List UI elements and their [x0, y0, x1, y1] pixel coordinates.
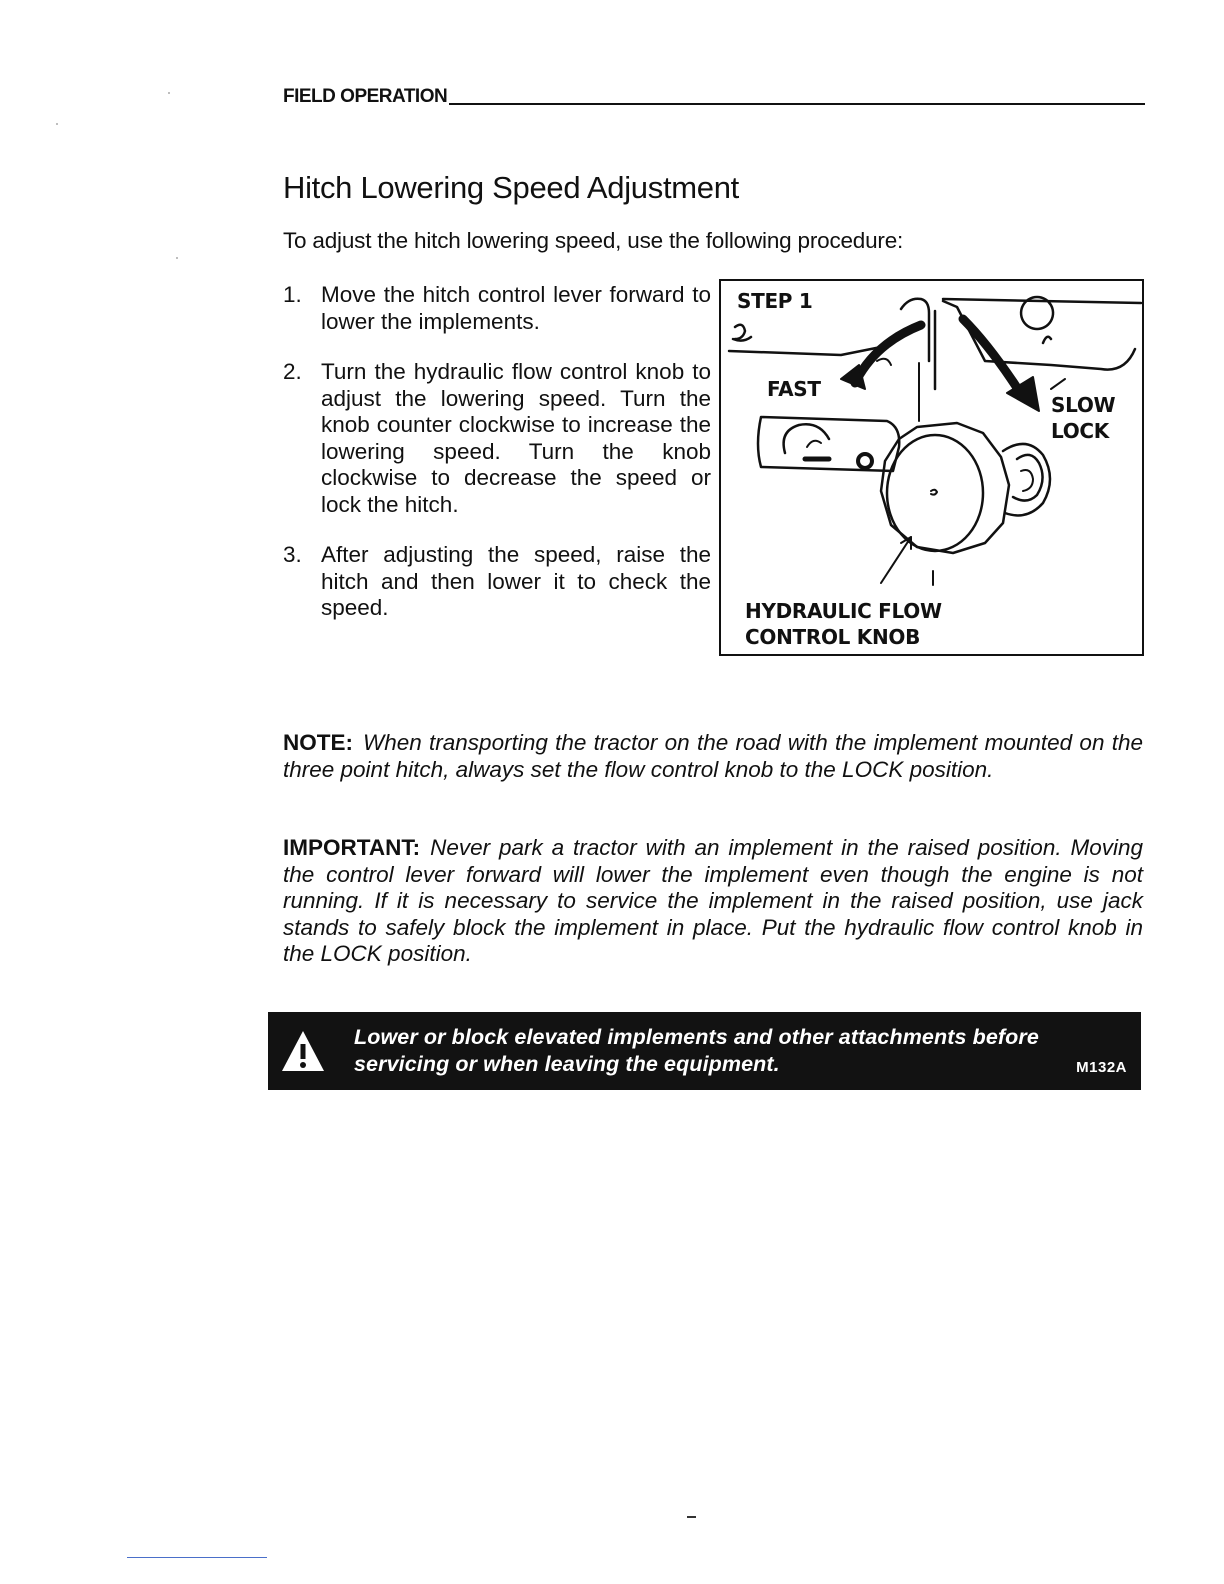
- step-label: STEP 1: [737, 289, 813, 313]
- running-header: [283, 86, 1145, 108]
- bottom-rule: [127, 1557, 267, 1558]
- step-text: Move the hitch control lever forward to lower the implements.: [321, 282, 711, 334]
- procedure-steps: [283, 282, 711, 646]
- important-lead: IMPORTANT:: [283, 835, 421, 860]
- slow-label: SLOW: [1051, 393, 1116, 417]
- warning-triangle-icon: [280, 1028, 326, 1074]
- fast-label: FAST: [767, 377, 821, 401]
- page-mark: [687, 1516, 696, 1518]
- list-item: [283, 282, 711, 335]
- warning-message: Lower or block elevated implements and other attachments before servicing or when leaving the equipment.: [354, 1025, 1039, 1076]
- warning-code: M132A: [1076, 1059, 1127, 1076]
- scan-speck: [56, 123, 58, 125]
- step-text: Turn the hydraulic flow control knob to adjust the lowering speed. Turn the knob counter clockwise to increase the lowering speed. Turn the knob clockwise to decrease the speed or lock the hitch.: [321, 359, 711, 517]
- header-rule: [449, 103, 1145, 105]
- step-number: 1.: [283, 282, 302, 307]
- step-number: 3.: [283, 542, 302, 567]
- list-item: [283, 359, 711, 518]
- note-paragraph: [283, 730, 1143, 783]
- step-number: 2.: [283, 359, 302, 384]
- lock-label: LOCK: [1051, 419, 1110, 443]
- step-text: After adjusting the speed, raise the hitch and then lower it to check the speed.: [321, 542, 711, 620]
- knob-label-line1: HYDRAULIC FLOW: [745, 599, 942, 623]
- section-name: FIELD OPERATION: [283, 86, 448, 107]
- note-lead: NOTE:: [283, 730, 353, 755]
- important-paragraph: [283, 835, 1143, 968]
- list-item: [283, 542, 711, 622]
- page-title: Hitch Lowering Speed Adjustment: [283, 170, 739, 205]
- knob-label-line2: CONTROL KNOB: [745, 625, 921, 649]
- important-text: Never park a tractor with an implement in the raised position. Moving the control lever forward will lower the implement even though the engine is not running. If it is necessary to service the implement in the raised position, use jack stands to safely block the implement in place. Put the hydraulic flow control knob in the LOCK position.: [283, 835, 1143, 966]
- intro-text: To adjust the hitch lowering speed, use the following procedure:: [283, 228, 904, 253]
- scan-speck: [176, 257, 178, 259]
- scan-speck: [168, 92, 170, 94]
- knob-illustration: [719, 279, 1144, 656]
- safety-warning-banner: [268, 1012, 1141, 1090]
- note-text: When transporting the tractor on the road with the implement mounted on the three point hitch, always set the flow control knob to the LOCK position.: [283, 730, 1143, 782]
